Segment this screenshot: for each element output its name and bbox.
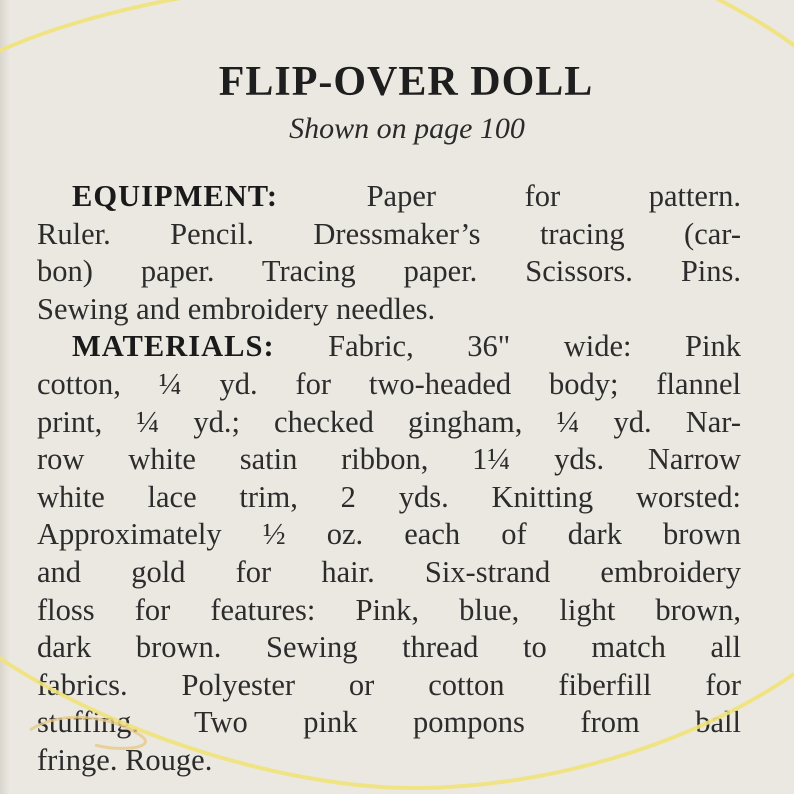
equipment-heading: EQUIPMENT: — [72, 179, 278, 213]
materials-line: MATERIALS: Fabric, 36" wide: Pink — [72, 329, 741, 364]
materials-line: print, ¼ yd.; checked gingham, ¼ yd. Nar- — [37, 404, 741, 439]
materials-line: cotton, ¼ yd. for two-headed body; flannel — [37, 366, 741, 401]
materials-line: stuffing. Two pink pompons from ball — [37, 705, 741, 740]
materials-line: Approximately ½ oz. each of dark brown — [37, 517, 741, 552]
page-subtitle: Shown on page 100 — [289, 112, 525, 145]
highlight-arc-top-right — [700, 0, 794, 50]
materials-line: floss for features: Pink, blue, light brown, — [37, 592, 741, 627]
equipment-line: Ruler. Pencil. Dressmaker’s tracing (car- — [37, 216, 741, 251]
highlight-arc-bottom — [0, 655, 794, 788]
materials-line: row white satin ribbon, 1¼ yds. Narrow — [37, 442, 741, 477]
equipment-line: bon) paper. Tracing paper. Scissors. Pins. — [37, 254, 741, 289]
highlight-arc-top — [0, 0, 230, 60]
materials-heading: MATERIALS: — [72, 329, 275, 364]
page-title: FLIP-OVER DOLL — [218, 59, 594, 105]
materials-line: fabrics. Polyester or cotton fiberfill for — [37, 667, 741, 702]
equipment-line: Sewing and embroidery needles. — [37, 291, 436, 326]
materials-line: fringe. Rouge. — [37, 742, 213, 777]
materials-line: and gold for hair. Six-strand embroidery — [37, 554, 741, 589]
highlight-scribble — [30, 717, 145, 748]
materials-line: white lace trim, 2 yds. Knitting worsted: — [37, 479, 741, 514]
materials-line: dark brown. Sewing thread to match all — [37, 630, 741, 665]
equipment-line: EQUIPMENT: Paper for pattern. — [72, 179, 741, 213]
